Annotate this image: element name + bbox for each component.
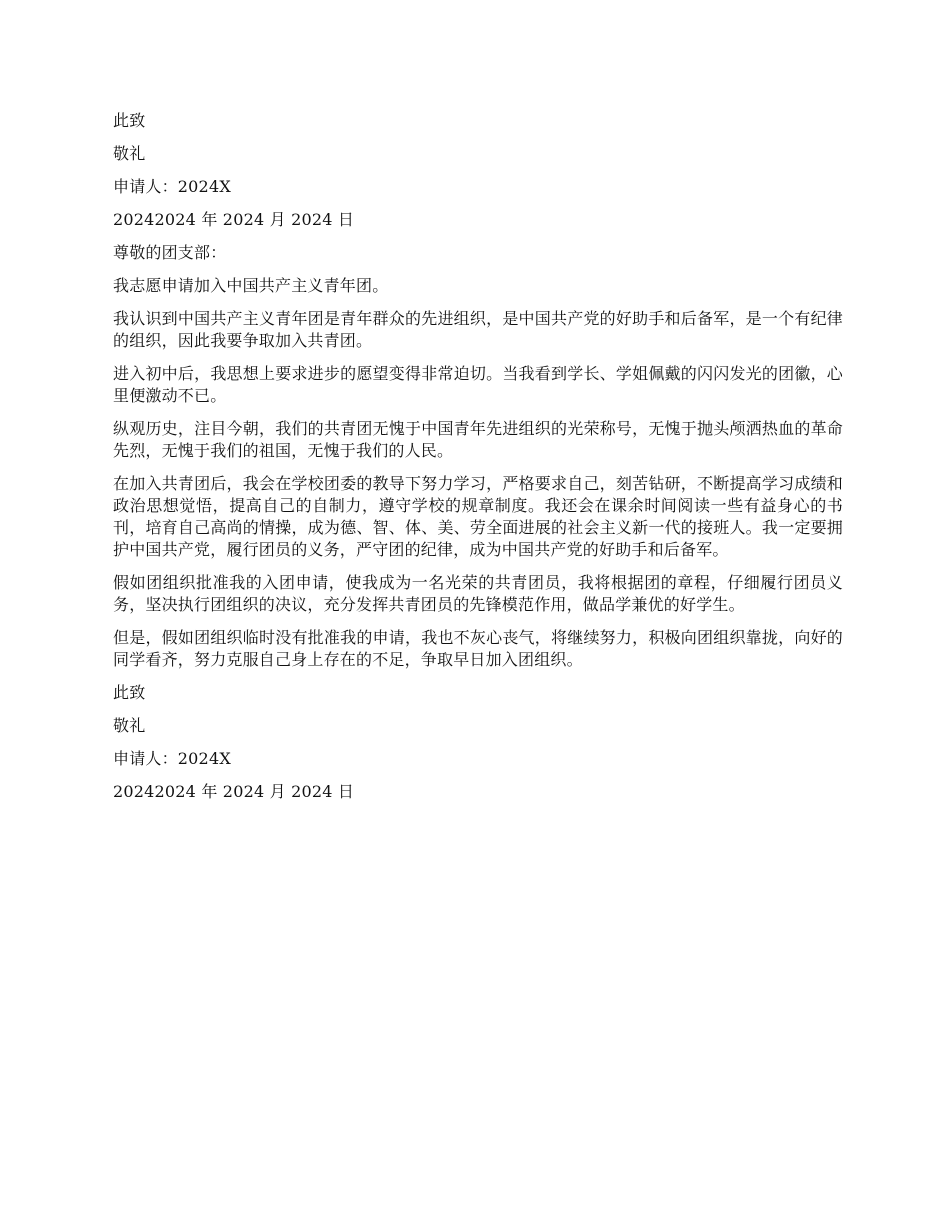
date-line-top: 20242024 年 2024 月 2024 日 <box>113 210 355 229</box>
body-paragraph: 在加入共青团后，我会在学校团委的教导下努力学习，严格要求自己，刻苦钻研，不断提高学习成绩和政治思想觉悟，提高自己的自制力，遵守学校的规章制度。我还会在课余时间阅读一些有益身心的书刊，培育自己高尚的情操，成为德、智、体、美、劳全面进展的社会主义新一代的接班人。我一定要拥护中国共产党，履行团员的义务，严守团的纪律，成为中国共产党的好助手和后备军。 <box>113 474 843 559</box>
closing-salutation-bottom: 此致 <box>113 683 146 702</box>
applicant-line-top: 申请人：2024X <box>113 177 231 196</box>
applicant-line-bottom: 申请人：2024X <box>113 749 231 768</box>
closing-respect-bottom: 敬礼 <box>113 716 146 735</box>
closing-respect-top: 敬礼 <box>113 144 146 163</box>
body-paragraph: 我认识到中国共产主义青年团是青年群众的先进组织，是中国共产党的好助手和后备军，是一个有纪律的组织，因此我要争取加入共青团。 <box>113 309 843 350</box>
body-paragraph: 进入初中后，我思想上要求进步的愿望变得非常迫切。当我看到学长、学姐佩戴的闪闪发光的团徽，心里便激动不已。 <box>113 364 843 405</box>
date-line-bottom: 20242024 年 2024 月 2024 日 <box>113 782 355 801</box>
body-paragraph: 我志愿申请加入中国共产主义青年团。 <box>113 276 389 295</box>
greeting: 尊敬的团支部： <box>113 243 227 262</box>
body-paragraph: 但是，假如团组织临时没有批准我的申请，我也不灰心丧气，将继续努力，积极向团组织靠拢，向好的同学看齐，努力克服自己身上存在的不足，争取早日加入团组织。 <box>113 628 843 669</box>
document-page <box>113 110 843 814</box>
body-paragraph: 假如团组织批准我的入团申请，使我成为一名光荣的共青团员，我将根据团的章程，仔细履行团员义务，坚决执行团组织的决议，充分发挥共青团员的先锋模范作用，做品学兼优的好学生。 <box>113 573 843 614</box>
body-paragraph: 纵观历史，注目今朝，我们的共青团无愧于中国青年先进组织的光荣称号，无愧于抛头颅洒热血的革命先烈，无愧于我们的祖国，无愧于我们的人民。 <box>113 419 843 460</box>
closing-salutation-top: 此致 <box>113 111 146 130</box>
